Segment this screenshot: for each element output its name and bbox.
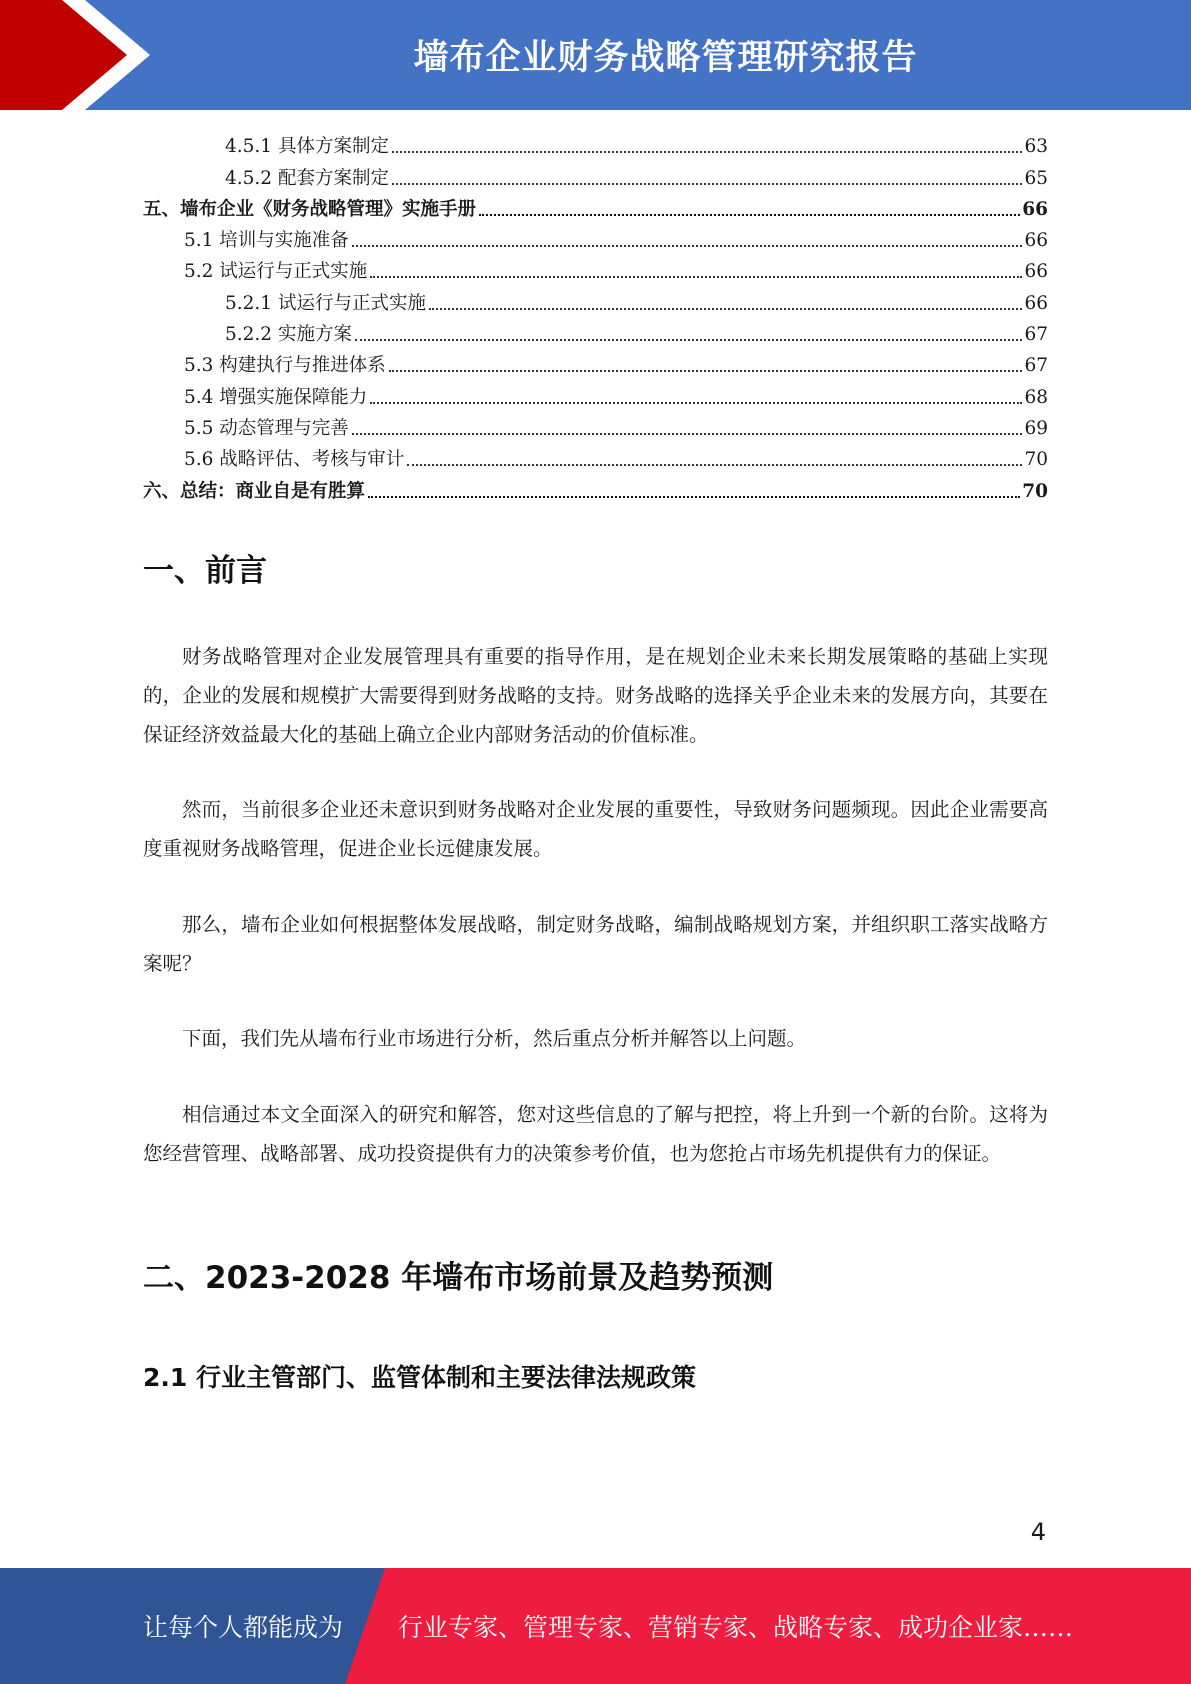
- toc-entry[interactable]: [143, 159, 1048, 190]
- toc-entry[interactable]: [143, 316, 1048, 347]
- toc-entry[interactable]: [143, 253, 1048, 284]
- toc-entry-page: 68: [1024, 386, 1048, 408]
- section-heading-market-forecast: 二、2023-2028 年墙布市场前景及趋势预测: [143, 1260, 774, 1296]
- toc-entry-label: 4.5.1 具体方案制定: [225, 136, 389, 158]
- toc-dot-leader: [392, 151, 1022, 153]
- toc-entry-label: 5.2.1 试运行与正式实施: [225, 292, 426, 314]
- toc-entry[interactable]: [143, 128, 1048, 159]
- toc-entry-page: 66: [1024, 292, 1048, 314]
- header-banner: [0, 0, 1191, 110]
- toc-entry-page: 66: [1024, 261, 1048, 283]
- toc-entry[interactable]: [143, 410, 1048, 441]
- toc-entry[interactable]: [143, 284, 1048, 315]
- toc-dot-leader: [370, 276, 1022, 278]
- toc-entry[interactable]: [143, 472, 1048, 503]
- toc-entry[interactable]: [143, 222, 1048, 253]
- toc-entry-label: 5.2 试运行与正式实施: [184, 261, 368, 283]
- paragraph-1: 财务战略管理对企业发展管理具有重要的指导作用，是在规划企业未来长期发展策略的基础上实现的，企业的发展和规模扩大需要得到财务战略的支持。财务战略的选择关乎企业未来的发展方向，其要在保证经济效益最大化的基础上确立企业内部财务活动的价值标准。: [143, 645, 1048, 746]
- header-chevron-decoration: [0, 0, 160, 110]
- toc-entry[interactable]: [143, 441, 1048, 472]
- toc-dot-leader: [429, 308, 1022, 310]
- toc-entry-label: 六、总结：商业自是有胜算: [143, 480, 366, 502]
- footer-banner: [0, 1568, 1191, 1684]
- paragraph-5: 相信通过本文全面深入的研究和解答，您对这些信息的了解与把控，将上升到一个新的台阶。这将为您经营管理、战略部署、成功投资提供有力的决策参考价值，也为您抢占市场先机提供有力的保证。: [143, 1103, 1048, 1165]
- toc-dot-leader: [352, 433, 1023, 435]
- toc-dot-leader: [370, 402, 1022, 404]
- toc-entry-label: 5.5 动态管理与完善: [184, 417, 349, 439]
- toc-entry-page: 67: [1024, 324, 1048, 346]
- toc-entry-label: 5.1 培训与实施准备: [184, 230, 349, 252]
- report-title: 墙布企业财务战略管理研究报告: [413, 38, 918, 78]
- paragraph-2: 然而，当前很多企业还未意识到财务战略对企业发展的重要性，导致财务问题频现。因此企业需要高度重视财务战略管理，促进企业长远健康发展。: [143, 798, 1048, 860]
- toc-entry-label: 5.3 构建执行与推进体系: [184, 355, 386, 377]
- toc-entry-label: 5.6 战略评估、考核与审计: [184, 449, 405, 471]
- toc-entry[interactable]: [143, 378, 1048, 409]
- toc-dot-leader: [352, 245, 1023, 247]
- toc-entry-page: 65: [1024, 167, 1048, 189]
- toc-dot-leader: [407, 464, 1022, 466]
- toc-entry-page: 69: [1024, 417, 1048, 439]
- toc-entry-page: 70: [1024, 449, 1048, 471]
- toc-entry-page: 70: [1022, 480, 1048, 502]
- paragraph-3: 那么，墙布企业如何根据整体发展战略，制定财务战略，编制战略规划方案，并组织职工落实战略方案呢？: [143, 913, 1048, 975]
- toc-entry-page: 67: [1024, 355, 1048, 377]
- toc-entry-label: 5.2.2 实施方案: [225, 324, 352, 346]
- subsection-heading-regulation: 2.1 行业主管部门、监管体制和主要法律法规政策: [143, 1363, 696, 1392]
- toc-entry-page: 66: [1022, 198, 1048, 220]
- toc-dot-leader: [368, 496, 1020, 498]
- toc-entry[interactable]: [143, 347, 1048, 378]
- toc-entry-page: 63: [1024, 136, 1048, 158]
- section-heading-preface: 一、前言: [143, 553, 267, 589]
- toc-entry-label: 4.5.2 配套方案制定: [225, 167, 389, 189]
- toc-dot-leader: [355, 339, 1023, 341]
- toc-dot-leader: [392, 183, 1022, 185]
- page-number: 4: [1030, 1518, 1046, 1546]
- footer-slogan-right: 行业专家、管理专家、营销专家、战略专家、成功企业家……: [398, 1613, 1074, 1642]
- toc-dot-leader: [479, 214, 1020, 216]
- toc-entry-page: 66: [1024, 230, 1048, 252]
- footer-slogan-left: 让每个人都能成为: [143, 1613, 344, 1642]
- table-of-contents: [143, 128, 1048, 504]
- toc-entry-label: 五、墙布企业《财务战略管理》实施手册: [143, 198, 477, 220]
- toc-dot-leader: [389, 370, 1023, 372]
- paragraph-4: 下面，我们先从墙布行业市场进行分析，然后重点分析并解答以上问题。: [182, 1027, 807, 1050]
- toc-entry-label: 5.4 增强实施保障能力: [184, 386, 368, 408]
- toc-entry[interactable]: [143, 191, 1048, 222]
